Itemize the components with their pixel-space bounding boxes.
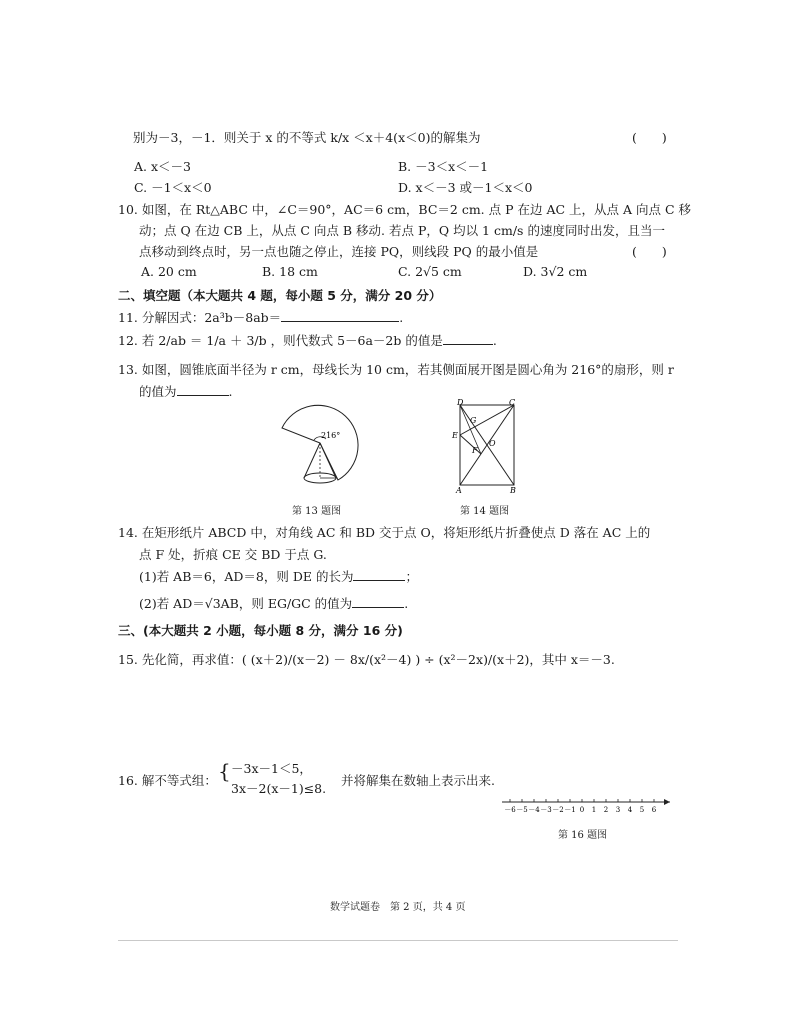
- q14-part2-text: (2)若 AD＝√3AB，则 EG/GC 的值为: [139, 596, 353, 611]
- fig14-label-o: O: [489, 439, 496, 448]
- q9-option-d: D. x＜－3 或－1＜x＜0: [398, 180, 533, 195]
- q10-answer-paren: ( ): [632, 244, 667, 259]
- q14-part2-answer-blank[interactable]: [352, 595, 404, 608]
- number-line-tick-label: 0: [579, 806, 585, 814]
- q15: 15. 先化简，再求值：( (x＋2)/(x－2) － 8x/(x²－4) ) ÷ (x²－2x)/(x＋2)，其中 x＝－3.: [118, 652, 615, 667]
- q11-end: .: [399, 310, 404, 325]
- q13-line1: 13. 如图，圆锥底面半径为 r cm，母线长为 10 cm，若其侧面展开图是圆心角为 216°的扇形，则 r: [118, 362, 674, 377]
- q10-line3: 点移动到终点时，另一点也随之停止，连接 PQ，则线段 PQ 的最小值是: [139, 244, 539, 259]
- q9-stem: 别为－3，－1．则关于 x 的不等式 k/x ＜x＋4(x＜0)的解集为: [133, 130, 481, 145]
- q11-answer-blank[interactable]: [281, 309, 399, 322]
- q10-line2: 动；点 Q 在边 CB 上，从点 C 向点 B 移动. 若点 P，Q 均以 1 cm/s 的速度同时出发，且当一: [139, 223, 665, 238]
- q10-option-c: C. 2√5 cm: [398, 264, 462, 279]
- figure-13-caption: 第 13 题图: [292, 506, 342, 517]
- fig14-label-g: G: [470, 416, 477, 425]
- q9-option-b: B. －3＜x＜－1: [398, 159, 489, 174]
- number-line-tick-label: 3: [615, 806, 621, 814]
- q10-option-d: D. 3√2 cm: [523, 264, 588, 279]
- q13-text: 的值为: [139, 384, 177, 399]
- number-line-arrow-icon: [664, 799, 670, 805]
- q16-prefix: 16. 解不等式组：: [118, 773, 217, 788]
- q12: [118, 331, 497, 349]
- number-line-tick-label: 4: [627, 806, 633, 814]
- section-heading-part3: 三、(本大题共 2 小题，每小题 8 分，满分 16 分): [118, 623, 403, 638]
- q10-option-b: B. 18 cm: [262, 264, 318, 279]
- q12-end: .: [492, 333, 497, 348]
- q14-line1: 14. 在矩形纸片 ABCD 中，对角线 AC 和 BD 交于点 O，将矩形纸片折叠使点 D 落在 AC 上的: [118, 525, 651, 540]
- q14-part2: [139, 594, 408, 612]
- q14-part2-end: .: [404, 596, 409, 611]
- number-line-tick-label: －4: [528, 806, 540, 814]
- q13-line2: [139, 382, 233, 400]
- section-heading-fill-in: 二、填空题（本大题共 4 题，每小题 5 分，满分 20 分）: [118, 288, 442, 303]
- q14-part1-text: (1)若 AB＝6，AD＝8，则 DE 的长为: [139, 569, 354, 584]
- number-line-tick-label: －3: [540, 806, 552, 814]
- number-line: [500, 792, 680, 814]
- page-bottom-rule: [118, 940, 678, 941]
- figure-14-caption: 第 14 题图: [460, 506, 510, 517]
- q9-option-c: C. －1＜x＜0: [134, 180, 212, 195]
- q9-option-a: A. x＜－3: [134, 159, 191, 174]
- fig14-label-a: A: [456, 486, 462, 494]
- q11: [118, 308, 403, 326]
- number-line-tick-label: －6: [504, 806, 516, 814]
- number-line-tick-label: －1: [564, 806, 576, 814]
- page-footer: 数学试题卷 第 2 页，共 4 页: [330, 902, 466, 913]
- fig14-label-f: F: [472, 446, 478, 455]
- fig14-label-e: E: [452, 431, 458, 440]
- fig13-angle-label: 216°: [321, 431, 341, 440]
- q16-brace: {: [218, 759, 231, 783]
- figure-13-cone-diagram: [268, 398, 378, 498]
- q14-line2: 点 F 处，折痕 CE 交 BD 于点 G.: [139, 547, 327, 562]
- q16-inequality-2: 3x－2(x－1)≤8.: [231, 781, 327, 796]
- q12-answer-blank[interactable]: [443, 332, 493, 345]
- number-line-tick-label: －2: [552, 806, 564, 814]
- fig14-label-c: C: [509, 398, 516, 407]
- q12-text: 12. 若 2/ab ＝ 1/a ＋ 3/b ，则代数式 5－6a－2b 的值是: [118, 333, 443, 348]
- q14-part1: [139, 567, 418, 585]
- q16-suffix: 并将解集在数轴上表示出来.: [341, 773, 495, 788]
- q13-end: .: [228, 384, 233, 399]
- q10-line1: 10. 如图，在 Rt△ABC 中，∠C＝90°，AC＝6 cm，BC＝2 cm. 点 P 在边 AC 上，从点 A 向点 C 移: [118, 202, 692, 217]
- fig14-label-d: D: [457, 398, 464, 407]
- figure-14-rectangle-diagram: [448, 396, 526, 494]
- q9-answer-paren: ( ): [632, 130, 667, 145]
- number-line-tick-label: 2: [603, 806, 609, 814]
- figure-16-caption: 第 16 题图: [558, 830, 608, 841]
- q11-text: 11. 分解因式：2a³b－8ab＝: [118, 310, 282, 325]
- q10-option-a: A. 20 cm: [141, 264, 197, 279]
- q16-inequality-1: －3x－1＜5，: [231, 761, 312, 776]
- q14-part1-answer-blank[interactable]: [353, 568, 405, 581]
- q14-part1-end: ；: [405, 569, 418, 584]
- number-line-tick-label: －5: [516, 806, 528, 814]
- number-line-tick-label: 1: [591, 806, 597, 814]
- fig14-label-b: B: [510, 486, 516, 494]
- number-line-tick-label: 5: [639, 806, 645, 814]
- q13-answer-blank[interactable]: [177, 383, 229, 396]
- number-line-tick-label: 6: [651, 806, 657, 814]
